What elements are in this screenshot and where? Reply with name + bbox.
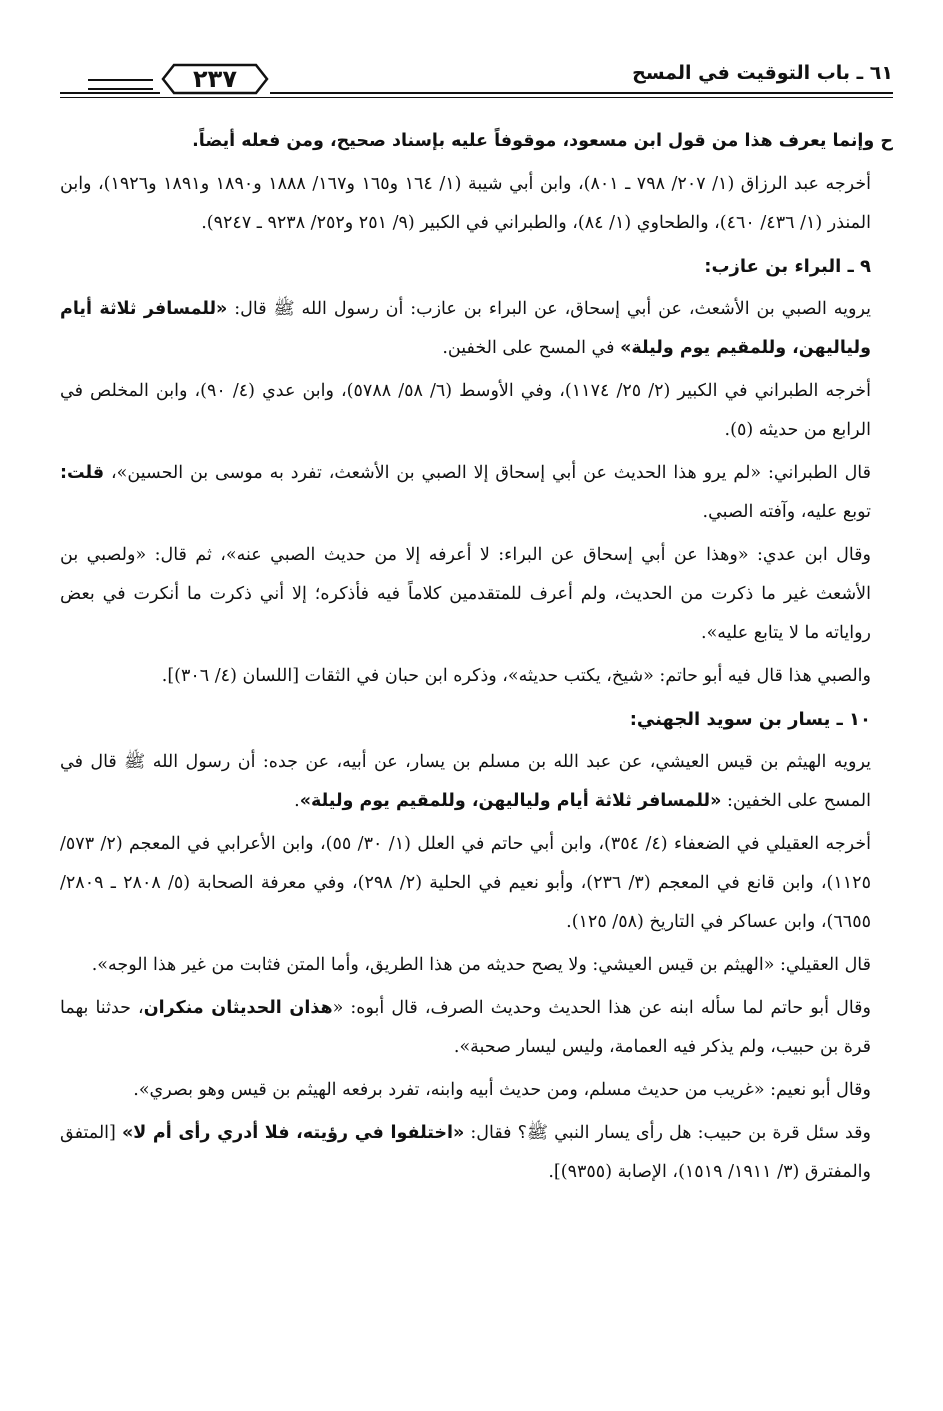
text: وقد سئل قرة بن حبيب: هل رأى يسار النبي ﷺ؟ فقال:: [464, 1123, 871, 1143]
bold-text: ١٠ ـ يسار بن سويد الجهني:: [629, 709, 871, 730]
section-heading: [60, 247, 893, 286]
page-body: [60, 122, 893, 1192]
text: يرويه الصبي بن الأشعث، عن أبي إسحاق، عن البراء بن عازب: أن رسول الله ﷺ قال:: [227, 299, 871, 319]
bold-text: ح وإنما يعرف هذا من قول ابن مسعود، موقوفاً عليه بإسناد صحيح، ومن فعله أيضاً.: [192, 131, 893, 151]
paragraph: [60, 165, 893, 243]
paragraph: [60, 122, 893, 161]
book-page: [60, 50, 893, 1196]
bold-text: ٩ ـ البراء بن عازب:: [704, 256, 871, 277]
text: قال العقيلي: «الهيثم بن قيس العيشي: ولا يصح حديثه من هذا الطريق، وأما المتن فثابت من غير هذا الوجه».: [91, 955, 871, 975]
section-heading: [60, 700, 893, 739]
paragraph: [60, 454, 893, 532]
page-number-cartouche: [160, 62, 270, 96]
text: والصبي هذا قال فيه أبو حاتم: «شيخ، يكتب حديثه»، وذكره ابن حبان في الثقات [اللسان (٤/ ٣٠٦)].: [161, 666, 871, 686]
paragraph: [60, 743, 893, 821]
text: [المتفق والمفترق (٣/ ١٩١١/ ١٥١٩)، الإصابة (٩٣٥٥)].: [60, 1123, 871, 1182]
paragraph: [60, 657, 893, 696]
text: .: [294, 791, 300, 811]
bold-text: «للمسافر ثلاثة أيام ولياليهن، وللمقيم يوم وليلة»: [299, 791, 722, 811]
bold-text: «اختلفوا في رؤيته، فلا أدري رأى أم لا»: [121, 1123, 465, 1143]
paragraph: [60, 825, 893, 942]
text: وقال ابن عدي: «وهذا عن أبي إسحاق عن البراء: لا أعرفه إلا من حديث الصبي عنه»، ثم قال: «ولصبي بن الأشعث غير ما ذكرت من الحديث، ولم أعرف للمتقدمين كلاماً فيه فأذكره؛ إلا أني ذكرت ما أنكرت في بعض رواياته ما لا يتابع عليه».: [60, 545, 871, 643]
text: في المسح على الخفين.: [442, 338, 621, 358]
paragraph: [60, 1071, 893, 1110]
page-header: [60, 50, 893, 102]
text: أخرجه الطبراني في الكبير (٢/ ٢٥/ ١١٧٤)، وفي الأوسط (٦/ ٥٨/ ٥٧٨٨)، وابن عدي (٤/ ٩٠)، وابن المخلص في الرابع من حديثه (٥).: [60, 381, 871, 440]
paragraph: [60, 290, 893, 368]
paragraph: [60, 1114, 893, 1192]
page-number: ٢٣٧: [193, 65, 237, 93]
text: أخرجه عبد الرزاق (١/ ٢٠٧/ ٧٩٨ ـ ٨٠١)، وابن أبي شيبة (١/ ١٦٤ و١٦٥ و١٦٧/ ١٨٨٨ و١٨٩٠ و١٨٩١ و١٩٢٦)، وابن المنذر (١/ ٤٣٦/ ٤٦٠)، والطحاوي (١/ ٨٤)، والطبراني في الكبير (٩/ ٢٥١ و٢٥٢/ ٩٢٣٨ ـ ٩٢٤٧).: [60, 174, 872, 233]
text: يرويه الهيثم بن قيس العيشي، عن عبد الله بن مسلم بن يسار، عن أبيه، عن جده: أن رسول الله ﷺ قال في المسح على الخفين:: [60, 752, 871, 811]
chapter-title: ٦١ ـ باب التوقيت في المسح: [632, 62, 893, 84]
header-double-line: [88, 79, 153, 90]
text: وقال أبو نعيم: «غريب من حديث مسلم، ومن حديث أبيه وابنه، تفرد برفعه الهيثم بن قيس وهو بصري».: [133, 1080, 871, 1100]
text: وقال أبو حاتم لما سأله ابنه عن هذا الحديث وحديث الصرف، قال أبوه: «: [332, 998, 871, 1018]
paragraph: [60, 372, 893, 450]
paragraph: [60, 946, 893, 985]
paragraph: [60, 989, 893, 1067]
text: ، حدثنا بهما قرة بن حبيب، ولم يذكر فيه العمامة، وليس ليسار صحبة».: [60, 998, 871, 1057]
bold-text: قلت:: [60, 463, 105, 483]
text: أخرجه العقيلي في الضعفاء (٤/ ٣٥٤)، وابن أبي حاتم في العلل (١/ ٣٠/ ٥٥)، وابن الأعرابي في المعجم (٢/ ٥٧٣/ ١١٢٥)، وابن قانع في المعجم (٣/ ٢٣٦)، وأبو نعيم في الحلية (٢/ ٢٩٨)، وفي معرفة الصحابة (٥/ ٢٨٠٨ ـ ٢٨٠٩/ ٦٦٥٥)، وابن عساكر في التاريخ (٥٨/ ١٢٥).: [60, 834, 872, 932]
bold-text: «للمسافر ثلاثة أيام ولياليهن، وللمقيم يوم وليلة»: [60, 299, 871, 358]
text: قال الطبراني: «لم يرو هذا الحديث عن أبي إسحاق إلا الصبي بن الأشعث، تفرد به موسى بن الحسين»،: [104, 463, 871, 483]
paragraph: [60, 536, 893, 653]
text: توبع عليه، وآفته الصبي.: [702, 502, 871, 522]
bold-text: هذان الحديثان منكران: [143, 998, 333, 1018]
